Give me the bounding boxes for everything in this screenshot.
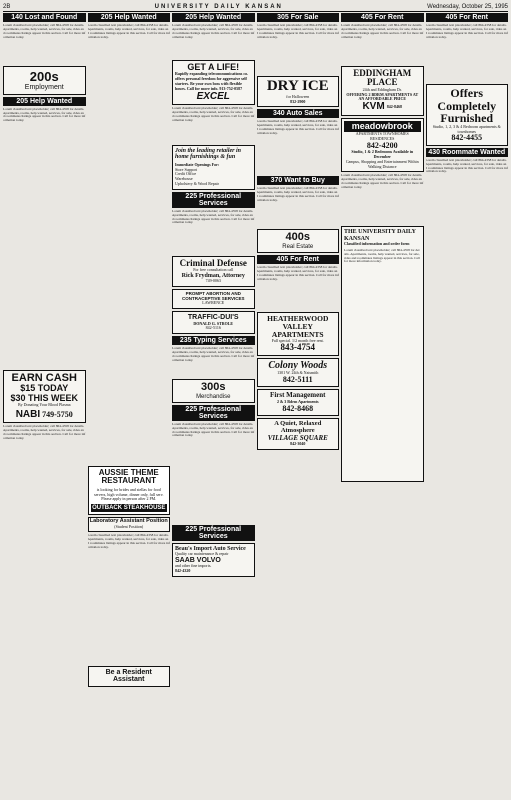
ad-phone: 842-4455 — [451, 133, 483, 143]
ad-name: DONALD G. STROLE — [193, 320, 234, 326]
ad-phone: 842-4320 — [175, 567, 191, 573]
earn-cash-ad — [3, 370, 86, 424]
section-header: 225 Professional Services — [172, 405, 255, 421]
ad-body: for Halloween — [286, 93, 310, 99]
ad-body: Fall special. 1/2 month free rent. — [271, 337, 324, 343]
classified-text: Lorem classified text placeholder; call 864-4358 for details. Apartments, rooms, help wanted, services, for sale, rides and roommates listings appear in this section. Call for more information today. — [341, 24, 424, 39]
classified-text: Lorem classified text placeholder; call 864-4358 for details. Apartments, rooms, help wanted, services, for sale, rides and roommates listings appear in this section. Call for more information today. — [172, 209, 255, 225]
ad-body: By Donating Your Blood Plasma — [17, 402, 71, 408]
section-header: 405 For Rent — [341, 13, 424, 22]
first-management-ad — [257, 389, 340, 416]
column-5 — [341, 13, 424, 798]
list-item: Store Support — [175, 166, 198, 172]
classified-text: Lorem classified text placeholder; call 864-4358 for details. Apartments, rooms, help wanted, services, for sale, rides and roommates listings appear in this section. Call for more information today. — [87, 24, 170, 39]
ad-name: Rick Frydman, Attorney — [181, 272, 245, 279]
ad-headline: Offers Completely Furnished — [437, 86, 497, 126]
ad-phone: 749-0063 — [205, 278, 221, 284]
column-6 — [426, 13, 509, 798]
ad-logo: meadowbrook — [344, 121, 421, 132]
column-3 — [172, 13, 255, 798]
classified-text: Lorem classified text placeholder; call 864-4358 for details. Apartments, rooms, help wanted, services, for sale, rides and roommates listings appear in this section. Call for more information today. — [425, 158, 508, 174]
section-header: 225 Professional Services — [172, 525, 255, 541]
ad-phone: 842-3040 — [290, 440, 306, 446]
ad-headline: Beau's Import Auto Service — [175, 545, 246, 552]
ad-body: Studio, 1, 2, 3 & 4 Bedroom apartments & townhomes — [432, 123, 501, 134]
ad-body: OFFERING 2 BDRM APARTMENTS AT AN AFFORDABLE PRICE — [346, 91, 419, 102]
section-header: 405 For Rent — [257, 255, 340, 264]
meadowbrook-ad — [341, 118, 424, 173]
masthead — [3, 2, 508, 12]
ad-address: 24th and Eddingham Dr. — [362, 86, 402, 92]
masthead-title: UNIVERSITY DAILY KANSAN — [154, 3, 283, 10]
ad-line: $30 THIS WEEK — [10, 392, 79, 403]
ad-headline: GET A LIFE! — [187, 62, 240, 72]
heatherwood-ad — [257, 312, 340, 356]
home-furnishings-ad — [172, 145, 255, 190]
classified-text: Lorem classified text placeholder; call 864-4358 for details. Apartments, rooms, help wanted, services, for sale, rides and roommates listings appear in this section. Call for more information today. — [256, 24, 339, 39]
section-header: 205 Help Wanted — [88, 13, 171, 22]
ad-phone: 842-8468 — [386, 104, 403, 110]
ad-body: LAWRENCE — [202, 300, 225, 306]
aussie-restaurant-ad — [88, 466, 171, 515]
section-header: 405 For Rent — [426, 13, 509, 22]
traffic-dui-ad — [172, 311, 255, 334]
prompt-abortion-ad — [172, 289, 255, 309]
merchandise-header — [172, 379, 255, 403]
village-square-ad — [257, 418, 340, 450]
get-a-life-ad — [172, 60, 255, 105]
classified-text: Lorem classified text placeholder; call 864-4358 for details. Apartments, rooms, help wanted, services, for sale, rides and roommates listings appear in this section. Call for more information today. — [3, 107, 86, 123]
dry-ice-ad — [257, 76, 340, 107]
section-subtitle: (Student Position) — [114, 524, 144, 530]
classified-text: Lorem classified text placeholder; call 864-4358 for details. Apartments, rooms, help wanted, services, for sale, rides and roommates listings appear in this section. Call for more information today. — [87, 534, 170, 549]
section-title: Employment — [24, 83, 64, 91]
ad-headline: Criminal Defense — [179, 257, 247, 268]
ad-headline: TRAFFIC-DUI'S — [187, 314, 239, 322]
list-item: Upholstery & Wood Repair — [175, 180, 219, 186]
ad-logo: NABI — [15, 408, 41, 420]
ad-logo: OUTBACK STEAKHOUSE — [92, 505, 166, 512]
ad-headline: PROMPT ABORTION AND CONTRACEPTIVE SERVICES — [182, 291, 245, 301]
ad-phone: 843-4754 — [280, 342, 315, 353]
ad-headline: EARN CASH — [11, 371, 77, 384]
ad-headline: A Quiet, Relaxed Atmosphere — [274, 419, 322, 434]
column-2 — [88, 13, 171, 798]
ad-body: is looking for brides and stellas for food servers, high volume, dinner only, full serv. Please apply in person after 2 PM. — [94, 486, 164, 502]
ad-phone: 832-2900 — [290, 98, 306, 104]
section-header: 140 Lost and Found — [3, 13, 86, 22]
eddingham-place-ad — [341, 66, 424, 116]
ad-subhead: APARTMENTS TOWNHOMES RESIDENCES — [355, 131, 409, 141]
section-header: 225 Professional Services — [172, 192, 255, 208]
ad-logo: EXCEL — [196, 90, 230, 102]
section-number: 200s — [29, 69, 59, 84]
ad-line: $15 TODAY — [20, 383, 69, 394]
section-header: 205 Help Wanted — [172, 13, 255, 22]
column-1 — [3, 13, 86, 798]
ad-logo: KVM — [362, 101, 385, 113]
masthead-date: Wednesday, October 25, 1995 — [427, 3, 508, 10]
page-number: 2B — [3, 3, 11, 10]
ad-headline: Colony Woods — [268, 359, 328, 371]
ad-headline: Be a Resident Assistant — [105, 669, 152, 684]
classified-text: Lorem classified text placeholder; call 864-4358 for details. Apartments, rooms, help wanted, services, for sale, rides and roommates listings appear in this section. Call for more information today. — [172, 422, 255, 438]
section-header: 305 For Sale — [257, 13, 340, 22]
ad-body: Rapidly expanding telecommunications co. offers personal freedom for aggressive self starters. Be your own boss with flexible hours. Call for more info. 913-752-0587 — [175, 71, 249, 91]
criminal-defense-ad — [172, 256, 255, 287]
section-header: 340 Auto Sales — [257, 109, 340, 118]
ad-phone: 842-5116 — [205, 325, 221, 331]
ad-headline: DRY ICE — [266, 78, 329, 94]
classified-text: Lorem classified text placeholder; call 864-4358 for details. Apartments, rooms, help wanted, services, for sale, rides and roommates listings appear in this section. Call for more information today. — [256, 265, 339, 281]
classified-text: Lorem classified text placeholder; call 864-4358 for details. Apartments, rooms, help wanted, services, for sale, rides and roommates listings appear in this section. Call for more information today. — [3, 24, 86, 39]
classified-text: Lorem classified text placeholder; call 864-4358 for details. Apartments, rooms, help wanted, services, for sale, rides and roommates listings appear in this section. Call for more information today. — [3, 425, 86, 441]
ad-tagline: and other fine imports. — [175, 563, 212, 569]
real-estate-header — [257, 229, 340, 253]
colony-woods-ad — [257, 358, 340, 388]
ad-subhead: Immediate Openings For: — [175, 161, 220, 167]
ad-headline: Join the leading retailer in home furnishings & fun — [175, 148, 242, 161]
classified-text: Lorem classified text placeholder; call 864-4358 for details. Apartments, rooms, help wanted, services, for sale, rides and roommates listings appear in this section. Call for more information today. — [256, 120, 339, 136]
ad-phone: 749-5750 — [42, 409, 73, 419]
ad-headline: HEATHERWOOD VALLEY APARTMENTS — [267, 313, 329, 339]
classified-text: Lorem classified text placeholder; call 864-4358 for details. Apartments, rooms, help wanted, services, for sale, rides and roommates listings appear in this section. Call for more information today. — [172, 347, 255, 362]
section-header: 235 Typing Services — [172, 336, 255, 345]
ad-logo: VILLAGE SQUARE — [267, 433, 328, 442]
section-header: 370 Want to Buy — [257, 176, 340, 185]
ad-body: 2 & 3 Bdrm Apartments — [276, 398, 319, 404]
section-header: 205 Help Wanted — [3, 97, 86, 106]
ad-body: Quality car maintenance & repair — [175, 551, 229, 557]
ad-body: Studio, 1 & 2 Bedrooms Available in December — [351, 149, 414, 159]
section-title: Merchandise — [196, 393, 231, 400]
ad-headline: AUSSIE THEME RESTAURANT — [98, 468, 159, 486]
ad-phone: 842-4200 — [366, 140, 398, 150]
section-title: Real Estate — [282, 243, 314, 250]
list-item: Credit Office — [175, 171, 197, 177]
ad-footer: Campus, Shopping and Entertainment Within Walking Distance — [345, 158, 419, 169]
beaus-import-ad — [172, 543, 255, 577]
classified-order-form — [341, 226, 424, 481]
section-number: 300s — [201, 381, 226, 394]
classified-text: Lorem classified text placeholder; call 864-4358 for details. Apartments, rooms, help wanted, services, for sale, rides and roommates listings appear in this section. Call for more information today. — [341, 174, 424, 190]
mastercraft-ad — [426, 84, 509, 146]
ad-phone: 842-5111 — [282, 375, 313, 385]
column-4 — [257, 13, 340, 798]
resident-assistant-ad — [88, 666, 171, 687]
classified-text: Lorem classified text placeholder; call 864-4358 for details. Apartments, rooms, help wanted, services, for sale, rides and roommates listings appear in this section. Call for more information today. — [172, 24, 255, 39]
employment-header — [3, 66, 86, 95]
classified-text: Lorem classified text placeholder; call 864-4358 for details. Apartments, rooms, help wanted, services, for sale, rides and roommates listings appear in this section. Call for more information today. — [425, 24, 508, 39]
ad-headline: First Management — [270, 391, 326, 400]
section-title: Laboratory Assistant Position — [89, 518, 168, 525]
ad-headline: EDDINGHAM PLACE — [353, 68, 412, 88]
ad-brands: SAAB VOLVO — [175, 556, 221, 564]
form-title: THE UNIVERSITY DAILY KANSAN — [344, 229, 416, 242]
form-subtitle: Classified information and order form — [344, 240, 410, 246]
classified-text: Lorem classified text placeholder; call 864-4358 for details. Apartments, rooms, help wanted, services, for sale, rides and roommates listings appear in this section. Call for more information today. — [256, 187, 339, 203]
form-body-text: Lorem classified text placeholder; call 864-4358 for details. Apartments, rooms, help wanted, services, for sale, rides and roommates listings appear in this section. Call for more information today. — [344, 248, 420, 264]
ad-phone: 842-8468 — [282, 403, 314, 413]
section-header: 430 Roommate Wanted — [426, 148, 509, 157]
classified-text: Lorem classified text placeholder; call 864-4358 for details. Apartments, rooms, help wanted, services, for sale, rides and roommates listings appear in this section. Call for more information today. — [172, 107, 255, 122]
lab-assistant-header — [88, 517, 171, 532]
ad-body: For free consultation call — [193, 267, 234, 273]
ad-address: 1301 W. 24th & Naismith — [277, 370, 319, 376]
list-item: Warehouse — [175, 176, 193, 182]
section-number: 400s — [285, 231, 310, 244]
